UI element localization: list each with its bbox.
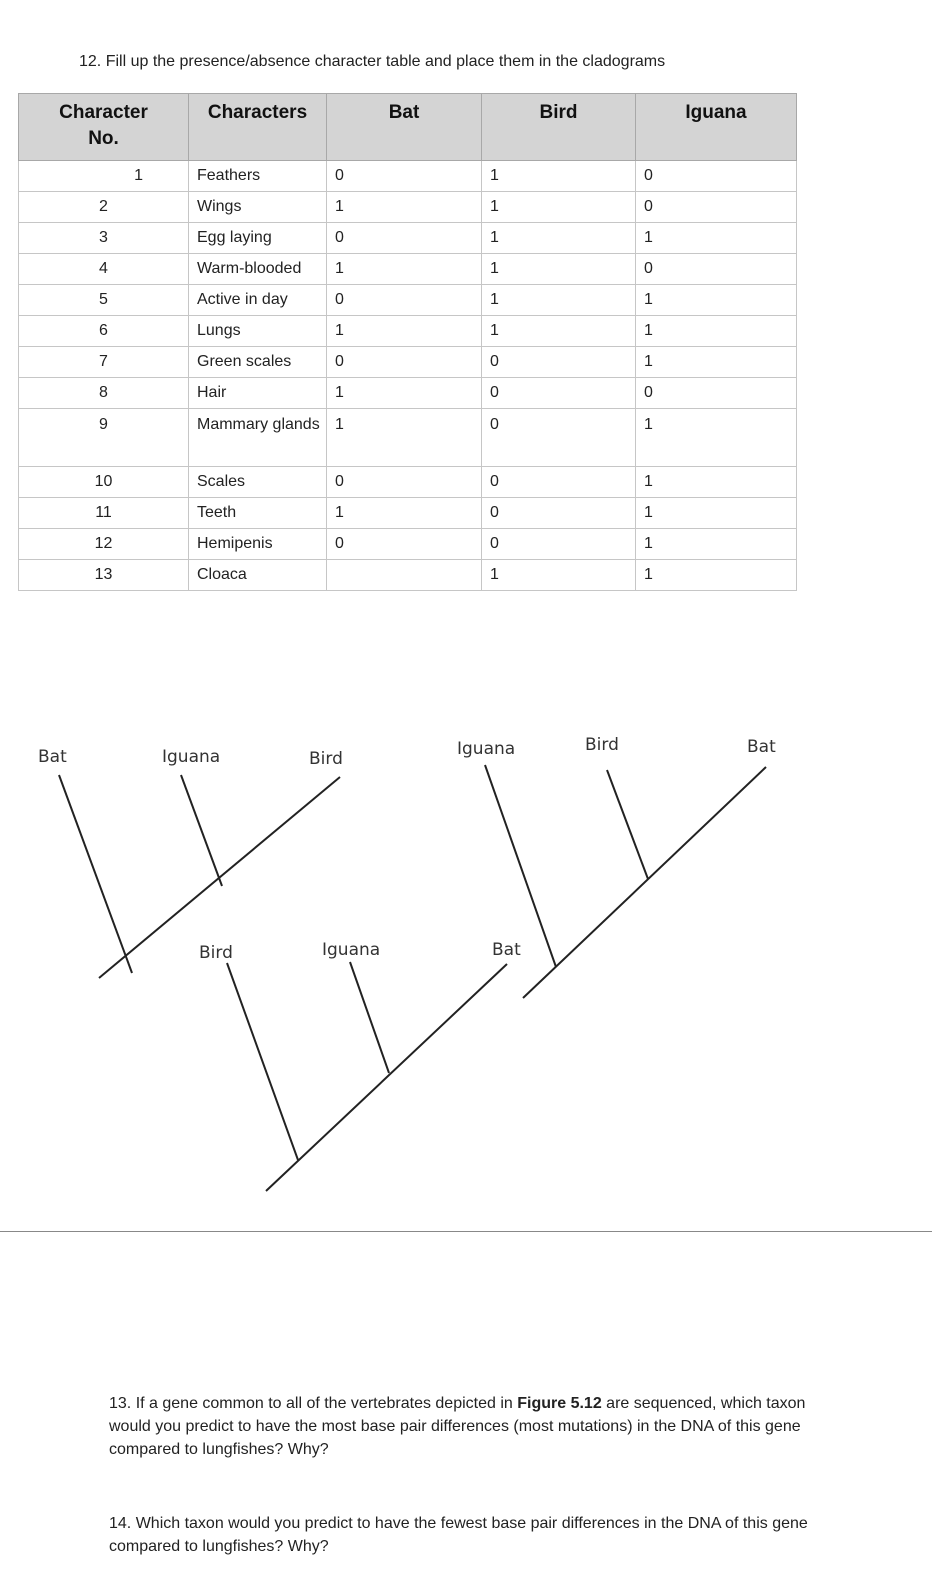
- table-row: [19, 378, 797, 409]
- tree3-label-bird: Bird: [199, 943, 233, 963]
- cell-iguana: 0: [636, 254, 797, 285]
- cell-bat: 1: [327, 378, 482, 409]
- question-13: [109, 1392, 829, 1461]
- cell-character-name: Scales: [189, 467, 327, 498]
- cell-bird: 1: [482, 560, 636, 591]
- tree1-bat-branch: [59, 775, 132, 973]
- tree1-label-bat: Bat: [38, 747, 67, 767]
- cell-bird: 0: [482, 347, 636, 378]
- tree2-iguana-branch: [485, 765, 556, 967]
- table-row: [19, 498, 797, 529]
- cell-bat: 1: [327, 316, 482, 347]
- cell-iguana: 1: [636, 409, 797, 467]
- cell-bird: 1: [482, 223, 636, 254]
- cell-character-no: 11: [19, 498, 189, 529]
- table-row: [19, 192, 797, 223]
- table-row: [19, 467, 797, 498]
- cell-character-name: Lungs: [189, 316, 327, 347]
- cell-character-no: 5: [19, 285, 189, 316]
- cell-bird: 0: [482, 378, 636, 409]
- cell-character-name: Wings: [189, 192, 327, 223]
- table-row: [19, 254, 797, 285]
- cell-bird: 0: [482, 529, 636, 560]
- cell-iguana: 1: [636, 560, 797, 591]
- tree2-bird-branch: [607, 770, 648, 879]
- cell-character-no: 3: [19, 223, 189, 254]
- cell-character-name: Warm-blooded: [189, 254, 327, 285]
- cladograms: [0, 720, 932, 1220]
- cell-character-no: 10: [19, 467, 189, 498]
- cell-bird: 0: [482, 498, 636, 529]
- cell-iguana: 0: [636, 378, 797, 409]
- cell-bat: 0: [327, 285, 482, 316]
- table-header-row: [19, 94, 797, 161]
- cell-bat: 1: [327, 498, 482, 529]
- table-row: [19, 316, 797, 347]
- question-12: 12. Fill up the presence/absence character table and place them in the cladograms: [79, 53, 666, 70]
- cell-character-name: Teeth: [189, 498, 327, 529]
- cell-character-no: 4: [19, 254, 189, 285]
- cell-iguana: 1: [636, 467, 797, 498]
- cell-character-no: 6: [19, 316, 189, 347]
- cell-iguana: 0: [636, 192, 797, 223]
- cell-iguana: 1: [636, 285, 797, 316]
- cell-character-no: 9: [19, 409, 189, 467]
- question-14: 14. Which taxon would you predict to have the fewest base pair differences in the DNA of this gene compared to lungfishes? Why?: [109, 1515, 808, 1555]
- cell-bird: 1: [482, 161, 636, 192]
- tree3-base-branch: [266, 964, 507, 1191]
- cell-iguana: 0: [636, 161, 797, 192]
- tree3-label-iguana: Iguana: [322, 940, 381, 960]
- cell-character-no: 7: [19, 347, 189, 378]
- cell-character-name: Hair: [189, 378, 327, 409]
- header-characters: Characters: [189, 94, 327, 161]
- cell-bird: 0: [482, 467, 636, 498]
- tree1-label-iguana: Iguana: [162, 747, 221, 767]
- cell-bat: 0: [327, 529, 482, 560]
- tree2-base-branch: [523, 767, 766, 998]
- cell-iguana: 1: [636, 347, 797, 378]
- header-bat: Bat: [327, 94, 482, 161]
- question-13-text-start: 13. If a gene common to all of the vertebrates depicted in: [109, 1395, 518, 1412]
- cell-bat: [327, 560, 482, 591]
- cell-character-name: Green scales: [189, 347, 327, 378]
- cell-character-no: 8: [19, 378, 189, 409]
- table-row: [19, 529, 797, 560]
- cell-character-no: 13: [19, 560, 189, 591]
- header-bird: Bird: [482, 94, 636, 161]
- cell-bird: 1: [482, 316, 636, 347]
- cell-bird: 1: [482, 285, 636, 316]
- cell-iguana: 1: [636, 529, 797, 560]
- cell-bird: 0: [482, 409, 636, 467]
- cell-character-name: Mammary glands: [189, 409, 327, 467]
- cell-bat: 0: [327, 161, 482, 192]
- tree2-label-iguana: Iguana: [457, 739, 516, 759]
- header-iguana: Iguana: [636, 94, 797, 161]
- table-row: [19, 285, 797, 316]
- table-row: [19, 161, 797, 192]
- tree2-label-bat: Bat: [747, 737, 776, 757]
- cell-character-no: 12: [19, 529, 189, 560]
- table-row: [19, 347, 797, 378]
- divider-line: [0, 1231, 932, 1232]
- cell-character-name: Hemipenis: [189, 529, 327, 560]
- header-character-no: Character No.: [19, 94, 189, 161]
- cell-iguana: 1: [636, 498, 797, 529]
- cell-iguana: 1: [636, 316, 797, 347]
- cell-character-name: Active in day: [189, 285, 327, 316]
- table-row: [19, 560, 797, 591]
- cell-bat: 0: [327, 223, 482, 254]
- cell-bird: 1: [482, 192, 636, 223]
- character-table: [18, 93, 797, 591]
- table-row: [19, 223, 797, 254]
- tree2-label-bird: Bird: [585, 735, 619, 755]
- tree3-label-bat: Bat: [492, 940, 521, 960]
- cell-bat: 0: [327, 467, 482, 498]
- cell-bird: 1: [482, 254, 636, 285]
- cell-bat: 1: [327, 192, 482, 223]
- cell-bat: 0: [327, 347, 482, 378]
- question-13-text-end: are sequenced, which taxon would you predict to have the most base pair differences (most mutations) in the DNA of this gene compared to lungfishes? Why?: [109, 1395, 806, 1458]
- cell-bat: 1: [327, 254, 482, 285]
- tree3-iguana-branch: [350, 962, 389, 1073]
- cell-character-name: Egg laying: [189, 223, 327, 254]
- cell-bat: 1: [327, 409, 482, 467]
- cell-iguana: 1: [636, 223, 797, 254]
- tree1-iguana-branch: [181, 775, 222, 886]
- figure-reference: Figure 5.12: [517, 1395, 602, 1412]
- tree1-label-bird: Bird: [309, 749, 343, 769]
- tree3-bird-branch: [227, 963, 298, 1160]
- cell-character-no: 1: [19, 161, 189, 192]
- cell-character-name: Feathers: [189, 161, 327, 192]
- table-row: [19, 409, 797, 467]
- cell-character-name: Cloaca: [189, 560, 327, 591]
- cell-character-no: 2: [19, 192, 189, 223]
